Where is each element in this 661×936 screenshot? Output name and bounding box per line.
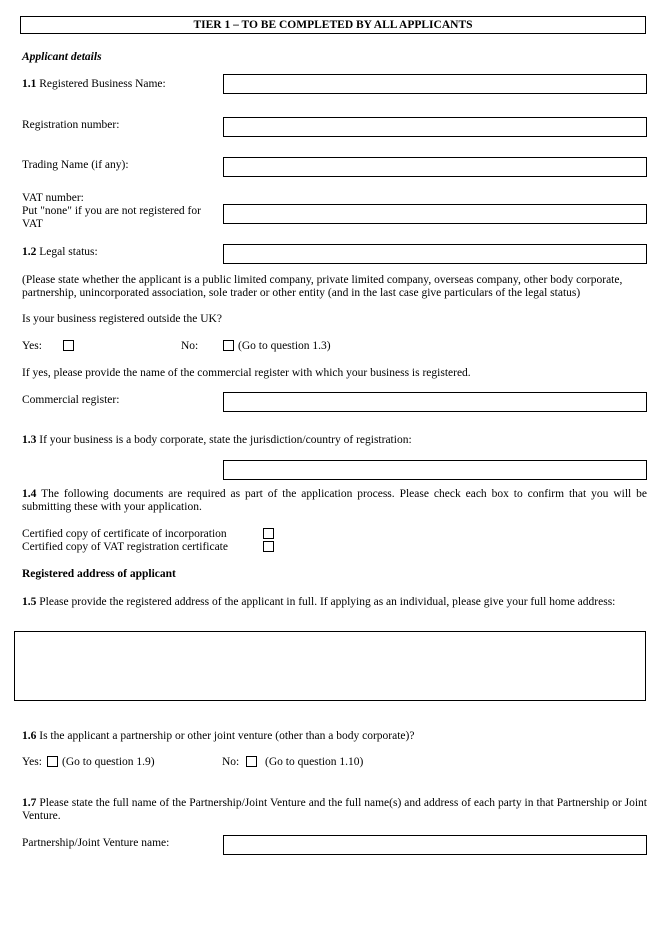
q1-7-label-wrap — [22, 797, 647, 823]
jurisdiction-input[interactable] — [223, 460, 647, 480]
q1-3-label-wrap — [22, 434, 412, 446]
registration-number-label: Registration number: — [22, 119, 120, 131]
registered-business-name-input[interactable] — [223, 74, 647, 94]
doc-vat-checkbox[interactable] — [263, 541, 274, 552]
outside-uk-no-label: No: — [181, 340, 199, 352]
doc-vat-label: Certified copy of VAT registration certificate — [22, 541, 228, 553]
q1-1-label: Registered Business Name: — [39, 78, 166, 90]
q1-6-label-wrap — [22, 730, 414, 742]
partnership-yes-goto: (Go to question 1.9) — [62, 756, 155, 768]
partnership-no-checkbox[interactable] — [246, 756, 257, 767]
registered-address-textarea[interactable] — [14, 631, 646, 701]
q1-5-label: Please provide the registered address of the applicant in full. If applying as an individual, please give your full home address: — [39, 596, 616, 608]
q1-3-number: 1.3 — [22, 434, 37, 446]
registration-number-input[interactable] — [223, 117, 647, 137]
vat-label-line-1: VAT number: — [22, 192, 84, 204]
q1-5-number: 1.5 — [22, 596, 37, 608]
registered-address-heading: Registered address of applicant — [22, 568, 176, 580]
trading-name-label: Trading Name (if any): — [22, 159, 129, 171]
q1-5-label-wrap — [22, 596, 615, 608]
q1-6-number: 1.6 — [22, 730, 37, 742]
partnership-yes-label: Yes: — [22, 756, 42, 768]
q1-4-label: The following documents are required as part of the application process. Please check each box to confirm that you will be submitting these with your application. — [22, 488, 647, 513]
vat-number-label — [22, 192, 201, 231]
doc-incorporation-label: Certified copy of certificate of incorporation — [22, 528, 227, 540]
q1-2-number: 1.2 — [22, 246, 37, 258]
outside-uk-question: Is your business registered outside the UK? — [22, 313, 222, 325]
vat-number-input[interactable] — [223, 204, 647, 224]
commercial-register-label: Commercial register: — [22, 394, 120, 406]
q1-1-number: 1.1 — [22, 78, 37, 90]
jv-name-input[interactable] — [223, 835, 647, 855]
doc-incorporation-checkbox[interactable] — [263, 528, 274, 539]
outside-uk-yes-checkbox[interactable] — [63, 340, 74, 351]
applicant-details-heading: Applicant details — [22, 51, 102, 63]
q1-2-label-wrap — [22, 246, 98, 258]
form-tier-header: TIER 1 – TO BE COMPLETED BY ALL APPLICANTS — [20, 16, 646, 34]
vat-label-line-3: VAT — [22, 218, 43, 230]
legal-status-input[interactable] — [223, 244, 647, 264]
q1-4-number: 1.4 — [22, 488, 37, 500]
q1-7-number: 1.7 — [22, 797, 37, 809]
partnership-no-goto: (Go to question 1.10) — [265, 756, 364, 768]
outside-uk-no-goto: (Go to question 1.3) — [238, 340, 331, 352]
q1-7-label: Please state the full name of the Partnership/Joint Venture and the full name(s) and address of each party in that Partnership or Joint Venture. — [22, 797, 647, 822]
q1-2-label: Legal status: — [39, 246, 98, 258]
q1-3-label: If your business is a body corporate, state the jurisdiction/country of registration: — [39, 434, 412, 446]
outside-uk-yes-label: Yes: — [22, 340, 42, 352]
q1-6-label: Is the applicant a partnership or other joint venture (other than a body corporate)? — [39, 730, 415, 742]
commercial-register-note: If yes, please provide the name of the commercial register with which your business is registered. — [22, 367, 471, 379]
partnership-no-label: No: — [222, 756, 240, 768]
commercial-register-input[interactable] — [223, 392, 647, 412]
partnership-yes-checkbox[interactable] — [47, 756, 58, 767]
vat-label-line-2: Put "none" if you are not registered for — [22, 205, 201, 217]
q1-4-label-wrap — [22, 488, 647, 514]
outside-uk-no-checkbox[interactable] — [223, 340, 234, 351]
trading-name-input[interactable] — [223, 157, 647, 177]
q1-1-label-wrap — [22, 78, 166, 90]
jv-name-label: Partnership/Joint Venture name: — [22, 837, 170, 849]
legal-status-note: (Please state whether the applicant is a public limited company, private limited company, overseas company, other body corporate, partnership, unincorporated association, sole trader or other entity (and in the last case give particulars of the legal status) — [22, 274, 623, 299]
